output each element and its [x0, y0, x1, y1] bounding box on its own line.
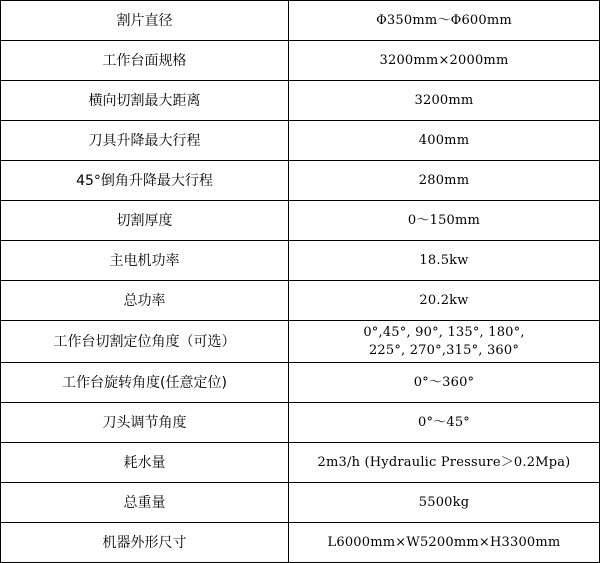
value-line: 0°～360° — [413, 374, 475, 390]
spec-value-rotation-angle — [289, 363, 600, 403]
value-line: 3200mm×2000mm — [379, 52, 509, 68]
table-row — [1, 483, 600, 523]
spec-value-cross-cut-distance — [289, 81, 600, 121]
table-row — [1, 403, 600, 443]
table-row — [1, 281, 600, 321]
spec-label-chamfer-stroke: 45°倒角升降最大行程 — [1, 161, 289, 201]
spec-value-table-size — [289, 41, 600, 81]
spec-label-blade-diameter: 割片直径 — [1, 1, 289, 41]
spec-label-total-weight: 总重量 — [1, 483, 289, 523]
spec-label-water-consumption: 耗水量 — [1, 443, 289, 483]
spec-value-lift-stroke — [289, 121, 600, 161]
table-row — [1, 81, 600, 121]
value-line: 3200mm — [414, 92, 474, 108]
table-row — [1, 1, 600, 41]
table-row — [1, 363, 600, 403]
value-line: 0～150mm — [407, 212, 481, 228]
spec-value-head-adjust-angle — [289, 403, 600, 443]
value-line: Φ350mm～Φ600mm — [376, 12, 512, 28]
spec-value-total-power — [289, 281, 600, 321]
value-line: 0°,45°, 90°, 135°, 180°, — [363, 324, 525, 340]
value-line: 225°, 270°,315°, 360° — [368, 342, 520, 358]
spec-label-positioning-angles: 工作台切割定位角度（可选） — [1, 321, 289, 363]
value-line: 400mm — [418, 132, 470, 148]
value-line: 2m3/h (Hydraulic Pressure＞0.2Mpa) — [317, 454, 571, 470]
table-row — [1, 201, 600, 241]
spec-label-cut-thickness: 切割厚度 — [1, 201, 289, 241]
value-line: 0°～45° — [417, 414, 470, 430]
spec-value-cut-thickness — [289, 201, 600, 241]
spec-value-main-motor-power — [289, 241, 600, 281]
spec-label-head-adjust-angle: 刀头调节角度 — [1, 403, 289, 443]
table-row — [1, 523, 600, 563]
spec-label-table-size: 工作台面规格 — [1, 41, 289, 81]
value-line: 280mm — [418, 172, 470, 188]
table-row — [1, 443, 600, 483]
table-row — [1, 241, 600, 281]
spec-label-cross-cut-distance: 横向切割最大距离 — [1, 81, 289, 121]
spec-value-machine-dimensions — [289, 523, 600, 563]
table-row — [1, 161, 600, 201]
spec-label-main-motor-power: 主电机功率 — [1, 241, 289, 281]
spec-value-chamfer-stroke — [289, 161, 600, 201]
spec-value-water-consumption — [289, 443, 600, 483]
table-row — [1, 321, 600, 363]
spec-label-rotation-angle: 工作台旋转角度(任意定位) — [1, 363, 289, 403]
spec-label-lift-stroke: 刀具升降最大行程 — [1, 121, 289, 161]
spec-value-positioning-angles — [289, 321, 600, 363]
table-row — [1, 121, 600, 161]
table-row — [1, 41, 600, 81]
spec-value-total-weight — [289, 483, 600, 523]
value-line: L6000mm×W5200mm×H3300mm — [327, 534, 561, 550]
value-line: 18.5kw — [419, 252, 469, 268]
value-line: 20.2kw — [419, 292, 469, 308]
spec-label-machine-dimensions: 机器外形尺寸 — [1, 523, 289, 563]
spec-label-total-power: 总功率 — [1, 281, 289, 321]
value-line: 5500kg — [418, 494, 470, 510]
spec-value-blade-diameter — [289, 1, 600, 41]
